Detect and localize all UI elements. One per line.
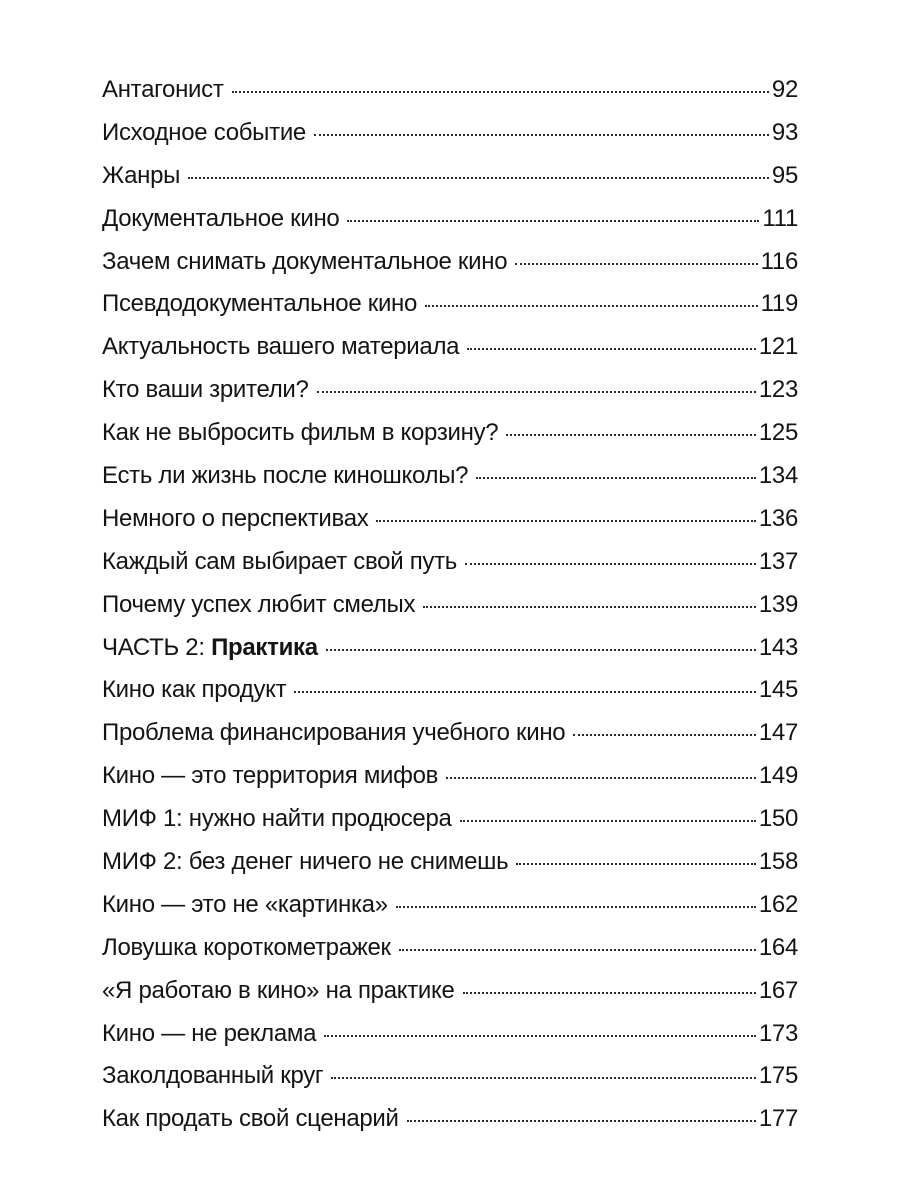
toc-entry[interactable] <box>102 419 798 462</box>
toc-entry[interactable] <box>102 505 798 548</box>
dot-leader <box>573 734 756 736</box>
toc-entry[interactable] <box>102 805 798 848</box>
toc-entry-page: 119 <box>760 290 798 318</box>
toc-entry-title: Зачем снимать документальное кино <box>102 247 508 275</box>
dot-leader <box>317 391 756 393</box>
toc-entry-title: Ловушка короткометражек <box>102 933 391 961</box>
dot-leader <box>376 520 755 522</box>
toc-entry-title: Как не выбросить фильм в корзину? <box>102 419 499 447</box>
dot-leader <box>467 348 756 350</box>
toc-entry-title: Исходное событие <box>102 118 306 146</box>
toc-entry-title: Почему успех любит смелых <box>102 590 416 618</box>
dot-leader <box>396 906 756 908</box>
toc-entry-title: Кино — это территория мифов <box>102 762 439 790</box>
toc-entry-title: Псевдодокументальное кино <box>102 290 418 318</box>
toc-entry-page: 145 <box>758 676 798 704</box>
toc-entry-page: 134 <box>758 462 798 490</box>
dot-leader <box>331 1077 755 1079</box>
toc-entry[interactable] <box>102 205 798 248</box>
toc-entry[interactable] <box>102 762 798 805</box>
toc-entry[interactable] <box>102 290 798 333</box>
toc-entry-page: 164 <box>758 933 798 961</box>
dot-leader <box>463 992 756 994</box>
dot-leader <box>476 477 756 479</box>
dot-leader <box>314 134 769 136</box>
toc-entry[interactable] <box>102 76 798 119</box>
dot-leader <box>324 1035 756 1037</box>
toc-entry-page: 149 <box>758 762 798 790</box>
toc-entry-page: 123 <box>758 376 798 404</box>
toc-entry-page: 139 <box>758 590 798 618</box>
toc-entry[interactable] <box>102 719 798 762</box>
toc-entry-title: Каждый сам выбирает свой путь <box>102 547 457 575</box>
dot-leader <box>460 820 756 822</box>
dot-leader <box>347 220 759 222</box>
toc-entry[interactable] <box>102 162 798 205</box>
dot-leader <box>446 777 756 779</box>
toc-entry-page: 175 <box>758 1062 798 1090</box>
toc-entry-title: Проблема финансирования учебного кино <box>102 719 566 747</box>
toc-entry-page: 162 <box>758 890 798 918</box>
table-of-contents <box>102 76 798 1148</box>
toc-entry-page: 173 <box>758 1019 798 1047</box>
dot-leader <box>506 434 756 436</box>
dot-leader <box>465 563 756 565</box>
toc-entry[interactable] <box>102 1062 798 1105</box>
toc-entry-title: «Я работаю в кино» на практике <box>102 976 455 1004</box>
toc-entry-page: 92 <box>771 76 798 103</box>
dot-leader <box>399 949 756 951</box>
toc-entry-title: Кино как продукт <box>102 676 287 704</box>
toc-part-title <box>102 634 318 662</box>
toc-entry-page: 116 <box>760 247 798 275</box>
toc-entry-page: 121 <box>758 333 798 361</box>
toc-entry[interactable] <box>102 333 798 376</box>
dot-leader <box>423 606 756 608</box>
toc-entry-page: 93 <box>771 118 798 146</box>
toc-entry[interactable] <box>102 1105 798 1148</box>
toc-entry[interactable] <box>102 376 798 419</box>
toc-entry-page: 111 <box>762 204 798 232</box>
toc-entry-page: 158 <box>758 848 798 876</box>
part-label: ЧАСТЬ 2: <box>102 633 212 661</box>
dot-leader <box>232 91 769 93</box>
dot-leader <box>188 177 769 179</box>
toc-entry-page: 167 <box>758 976 798 1004</box>
toc-entry[interactable] <box>102 548 798 591</box>
toc-entry-page: 95 <box>771 161 798 189</box>
toc-entry-title: Антагонист <box>102 76 224 103</box>
toc-entry[interactable] <box>102 462 798 505</box>
toc-entry[interactable] <box>102 1020 798 1063</box>
toc-entry[interactable] <box>102 848 798 891</box>
dot-leader <box>294 691 756 693</box>
toc-entry-title: Кино — не реклама <box>102 1019 317 1047</box>
toc-entry-title: Жанры <box>102 161 181 189</box>
toc-entry-title: Документальное кино <box>102 204 340 232</box>
toc-entry-page: 137 <box>758 547 798 575</box>
toc-entry-page: 150 <box>758 805 798 833</box>
toc-entry[interactable] <box>102 248 798 291</box>
toc-entry-page: 125 <box>758 419 798 447</box>
toc-entry-title: Есть ли жизнь после киношколы? <box>102 462 469 490</box>
toc-entry[interactable] <box>102 934 798 977</box>
toc-entry[interactable] <box>102 676 798 719</box>
toc-entry-page: 143 <box>758 633 798 661</box>
toc-entry[interactable] <box>102 119 798 162</box>
dot-leader <box>516 863 756 865</box>
toc-entry[interactable] <box>102 591 798 634</box>
dot-leader <box>425 305 758 307</box>
toc-entry-page: 147 <box>758 719 798 747</box>
toc-entry-title: Как продать свой сценарий <box>102 1105 399 1133</box>
dot-leader <box>515 263 757 265</box>
part-name: Практика <box>211 633 318 661</box>
dot-leader <box>407 1120 756 1122</box>
toc-entry-title: Заколдованный круг <box>102 1062 324 1090</box>
toc-part-heading[interactable] <box>102 634 798 677</box>
toc-entry[interactable] <box>102 891 798 934</box>
toc-entry-title: Кто ваши зрители? <box>102 376 309 404</box>
toc-entry[interactable] <box>102 977 798 1020</box>
toc-entry-page: 136 <box>758 504 798 532</box>
toc-entry-title: МИФ 1: нужно найти продюсера <box>102 805 452 833</box>
toc-entry-title: Немного о перспективах <box>102 504 369 532</box>
toc-entry-title: Актуальность вашего материала <box>102 333 460 361</box>
toc-entry-page: 177 <box>758 1105 798 1133</box>
dot-leader <box>326 649 756 651</box>
toc-entry-title: Кино — это не «картинка» <box>102 890 388 918</box>
toc-entry-title: МИФ 2: без денег ничего не снимешь <box>102 848 509 876</box>
